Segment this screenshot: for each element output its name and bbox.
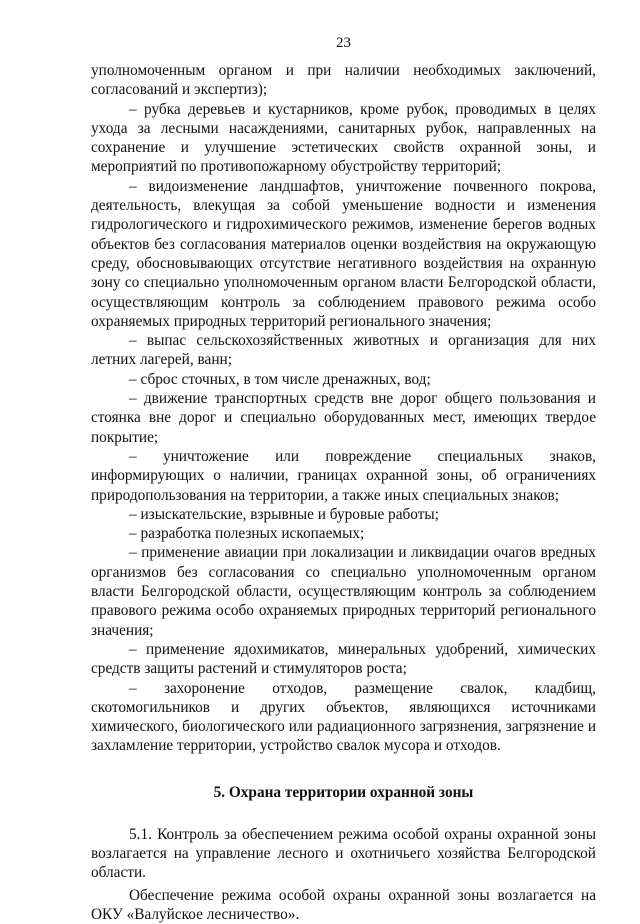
list-item-vehicle-movement: – движение транспортных средств вне дорог общего пользования и стоянка вне дорог и специально оборудованных мест, имеющих твердое покрытие; [91, 390, 596, 446]
list-item-pesticides: – применение ядохимикатов, минеральных удобрений, химических средств защиты растений и стимуляторов роста; [91, 640, 596, 678]
list-item-signs-destruction: – уничтожение или повреждение специальных знаков, информирующих о наличии, границах охранной зоны, об ограничениях природопользования на территории, а также иных специальных знаков; [91, 447, 596, 504]
document-body [91, 61, 596, 924]
list-item-wastewater-discharge: – сброс сточных, в том числе дренажных, вод; [129, 370, 431, 388]
list-item-livestock-grazing: – выпас сельскохозяйственных животных и организация для них летних лагерей, ванн; [91, 332, 596, 369]
list-item-aviation-use: – применение авиации при локализации и ликвидации очагов вредных организмов без согласования со специально уполномоченным органом власти Белгородской области, осуществляющим контроль за соблюдением правового режима особо охраняемых природных территорий регионального значения; [91, 544, 596, 639]
list-item-mining: – разработка полезных ископаемых; [129, 525, 365, 543]
list-item-landscape-change: – видоизменение ландшафтов, уничтожение почвенного покрова, деятельность, влекущая за собой уменьшение водности и изменения гидрологического и гидрохимического режимов, изменение берегов водных объектов без согласования материалов оценки воздействия на окружающую среду, обосновывающих отсутствие негативного воздействия на охранную зону со специально уполномоченным органом власти Белгородской области, осуществляющим контроль за соблюдением правового режима особо охраняемых природных территорий регионального значения; [91, 177, 596, 330]
paragraph-continuation: уполномоченным органом и при наличии необходимых заключений, согласований и экспертиз); [91, 62, 596, 99]
section-heading: 5. Охрана территории охранной зоны [213, 783, 474, 801]
list-item-tree-felling: – рубка деревьев и кустарников, кроме рубок, проводимых в целях ухода за лесными насаждениями, санитарных рубок, направленных на сохранение и улучшение эстетических свойств охранной зоны, и мероприятий по противопожарному обустройству территорий; [91, 100, 596, 176]
paragraph-responsibility: Обеспечение режима особой охраны охранной зоны возлагается на ОКУ «Валуйское лесничество». [91, 886, 596, 923]
list-item-survey-works: – изыскательские, взрывные и буровые работы; [129, 505, 439, 523]
list-item-waste-burial: – захоронение отходов, размещение свалок, кладбищ, скотомогильников и других объектов, являющихся источниками химического, биологического или радиационного загрязнения, загрязнение и захламление территории, устройство свалок мусора и отходов. [91, 679, 596, 755]
page-number: 23 [336, 35, 351, 51]
paragraph-control: 5.1. Контроль за обеспечением режима особой охраны охранной зоны возлагается на управление лесного и охотничьего хозяйства Белгородской области. [91, 825, 596, 882]
